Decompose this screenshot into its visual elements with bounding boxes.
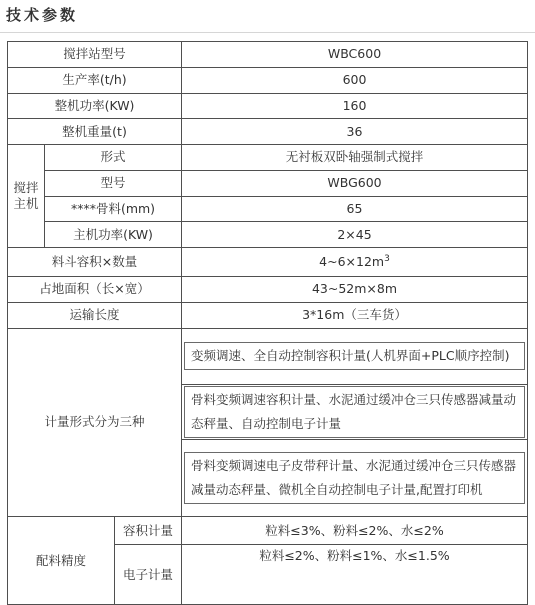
metering-option-2-text: 骨料变频调速容积计量、水泥通过缓冲仓三只传感器减量动态秤量、自动控制电子计量: [184, 386, 525, 438]
accuracy-volumetric-value: 粒料≤3%、粉料≤2%、水≤2%: [182, 517, 528, 545]
metering-option-1: [182, 328, 528, 385]
table-row: [8, 67, 528, 93]
hopper-value: [182, 248, 528, 277]
metering-option-3: [182, 439, 528, 516]
accuracy-label: 配料精度: [8, 517, 115, 605]
table-row: [8, 119, 528, 145]
productivity-value: 600: [182, 67, 528, 93]
table-row: [8, 517, 528, 545]
productivity-label: 生产率(t/h): [8, 67, 182, 93]
metering-option-1-text: 变频调速、全自动控制容积计量(人机界面+PLC顺序控制): [184, 342, 525, 370]
hopper-label: 料斗容积×数量: [8, 248, 182, 277]
table-row: [8, 302, 528, 328]
accuracy-electronic-label: 电子计量: [115, 545, 182, 605]
metering-label: 计量形式分为三种: [8, 328, 182, 517]
mixer-group-label-line2: 主机: [13, 196, 39, 212]
heading-divider: [0, 32, 535, 33]
mixer-power-value: 2×45: [182, 222, 528, 248]
transport-label: 运输长度: [8, 302, 182, 328]
total-power-label: 整机功率(KW): [8, 93, 182, 119]
footprint-label: 占地面积（长×宽）: [8, 276, 182, 302]
table-row: [8, 328, 528, 385]
mixer-power-label: 主机功率(KW): [45, 222, 182, 248]
table-row: [8, 276, 528, 302]
table-row: [8, 145, 528, 171]
table-row: [8, 93, 528, 119]
section-heading: 技术参数: [6, 6, 79, 24]
accuracy-electronic-value: 粒料≤2%、粉料≤1%、水≤1.5%: [182, 545, 528, 605]
mixer-aggregate-value: 65: [182, 196, 528, 222]
mixer-model-label: 型号: [45, 170, 182, 196]
mixer-aggregate-label: ****骨料(mm): [45, 196, 182, 222]
metering-option-3-text: 骨料变频调速电子皮带秤计量、水泥通过缓冲仓三只传感器减量动态秤量、微机全自动控制电子计量,配置打印机: [184, 452, 525, 504]
footprint-value: 43~52m×8m: [182, 276, 528, 302]
mixer-group-label: [8, 145, 45, 248]
table-row: [8, 248, 528, 277]
station-model-value: WBC600: [182, 42, 528, 68]
table-row: [8, 42, 528, 68]
mixer-form-label: 形式: [45, 145, 182, 171]
transport-value: 3*16m（三车货）: [182, 302, 528, 328]
table-row: [8, 170, 528, 196]
spec-table: [7, 41, 528, 605]
total-weight-value: 36: [182, 119, 528, 145]
station-model-label: 搅拌站型号: [8, 42, 182, 68]
hopper-value-exponent: 3: [384, 253, 390, 264]
accuracy-volumetric-label: 容积计量: [115, 517, 182, 545]
total-power-value: 160: [182, 93, 528, 119]
table-row: [8, 196, 528, 222]
table-row: [8, 222, 528, 248]
mixer-form-value: 无衬板双卧轴强制式搅拌: [182, 145, 528, 171]
mixer-model-value: WBG600: [182, 170, 528, 196]
mixer-group-label-line1: 搅拌: [13, 180, 39, 196]
hopper-value-text: 4~6×12m: [319, 254, 385, 270]
metering-option-2: [182, 385, 528, 440]
total-weight-label: 整机重量(t): [8, 119, 182, 145]
